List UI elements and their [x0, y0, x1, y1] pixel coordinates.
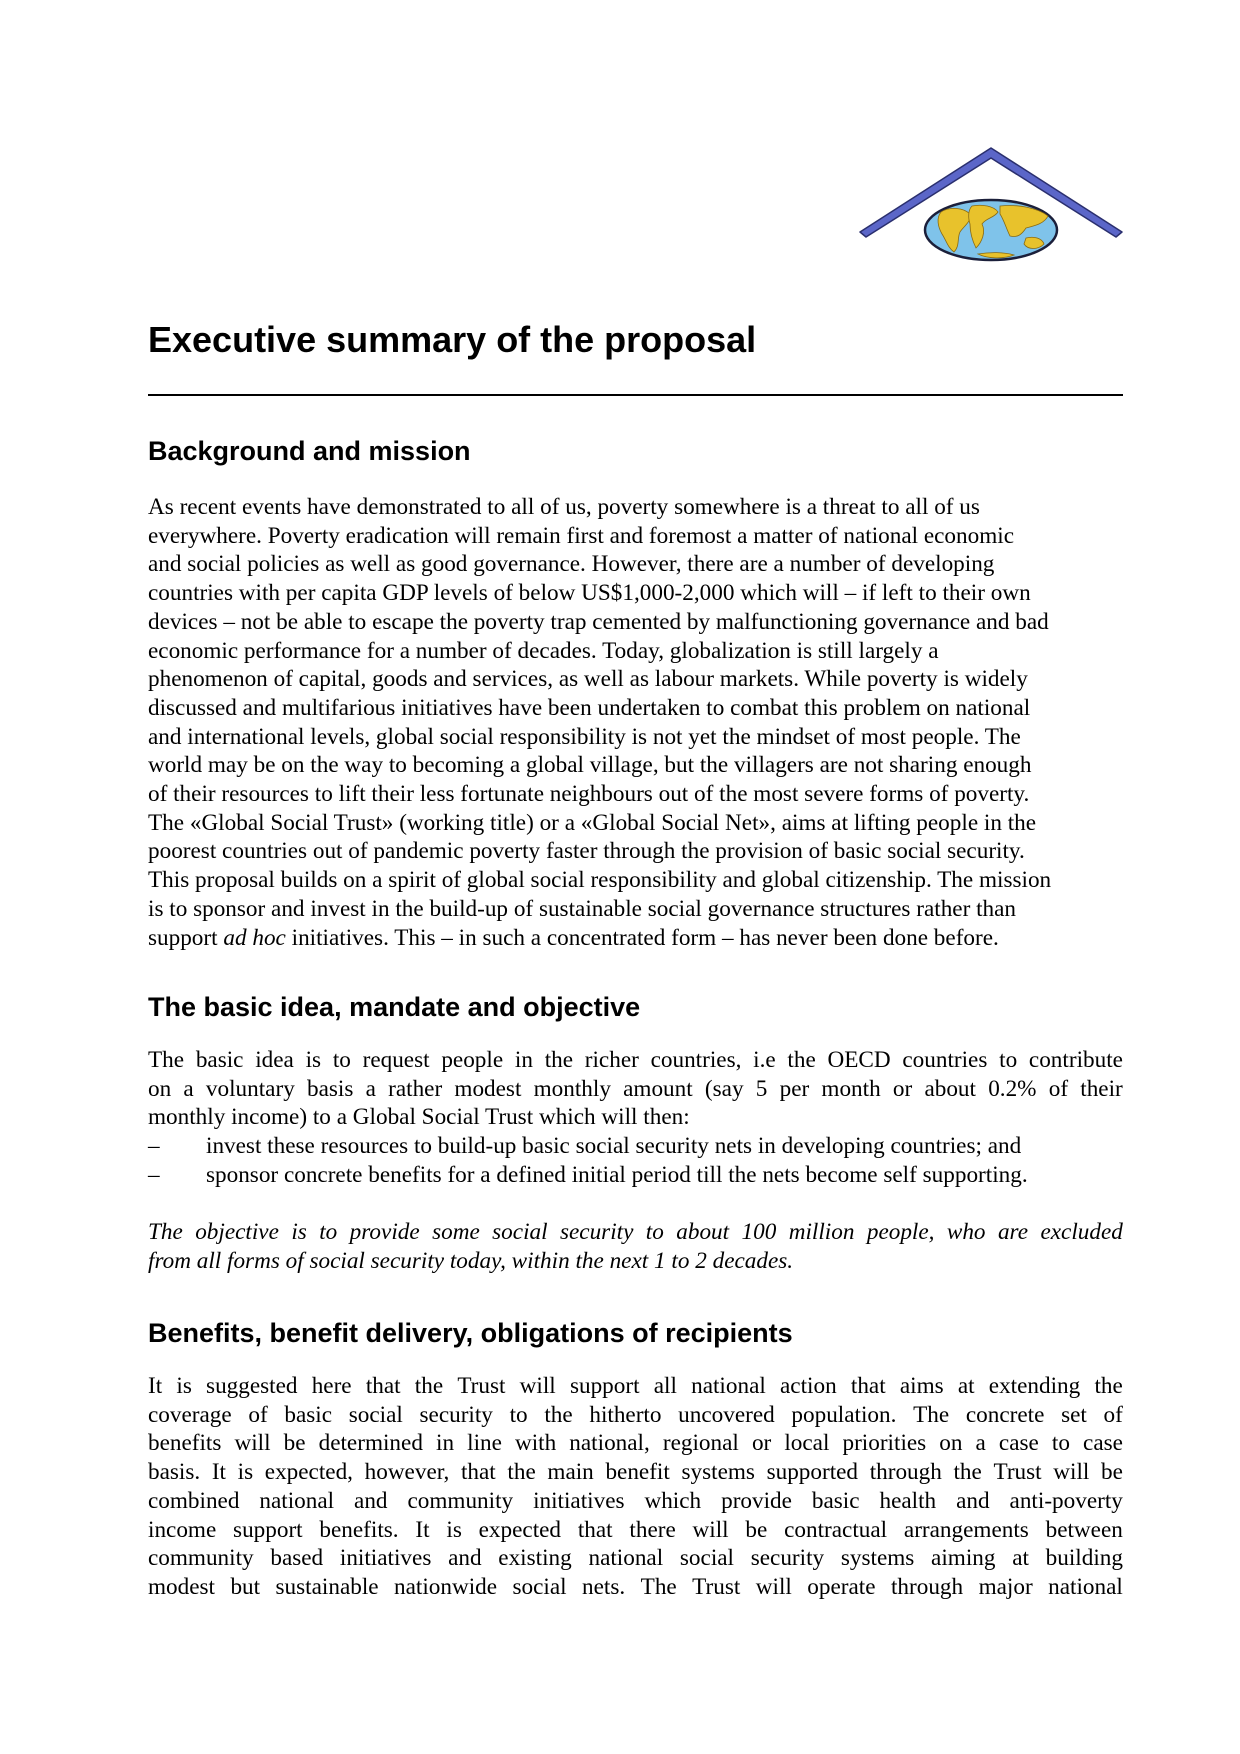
word: expected	[478, 1516, 562, 1543]
word: local	[784, 1430, 830, 1457]
word: case	[1083, 1430, 1123, 1457]
word: social	[512, 1573, 567, 1600]
section-heading-basic-idea: The basic idea, mandate and objective	[148, 992, 641, 1022]
text-line: economic performance for a number of decades. Today, globalization is still largely a	[148, 637, 939, 664]
word: of	[248, 1401, 268, 1428]
word: the	[953, 1459, 982, 1486]
word: will	[755, 1573, 792, 1600]
word: provide	[349, 1219, 420, 1245]
word: excluded	[1040, 1219, 1123, 1245]
word: sustainable	[275, 1573, 379, 1600]
word: at	[1012, 1545, 1029, 1572]
word: benefits	[148, 1430, 222, 1457]
word: case	[998, 1430, 1039, 1457]
word: nets.	[582, 1573, 626, 1600]
text-line	[148, 1516, 1123, 1545]
bullet-dash: –	[148, 1133, 160, 1159]
text-line	[148, 1401, 1123, 1430]
word: anti-poverty	[1009, 1487, 1123, 1514]
word: but	[230, 1573, 261, 1600]
word: be	[745, 1516, 768, 1543]
word: about	[676, 1219, 730, 1245]
word: idea	[255, 1047, 294, 1073]
globe-icon	[925, 200, 1057, 260]
word: suggested	[206, 1373, 298, 1399]
bullet-text: sponsor concrete benefits for a defined initial period till the nets become self supporting.	[206, 1162, 1028, 1188]
section-heading-benefits: Benefits, benefit delivery, obligations of recipients	[148, 1318, 793, 1348]
word: nationwide	[394, 1573, 498, 1600]
text-line	[148, 1573, 1123, 1602]
word: some	[432, 1219, 480, 1245]
word: support	[569, 1373, 640, 1399]
word: of	[1048, 1075, 1069, 1102]
text-line: and social policies as well as good governance. However, there are a number of developing	[148, 551, 995, 578]
word: priorities	[842, 1430, 927, 1457]
word: main	[547, 1459, 594, 1486]
word: basic	[284, 1401, 333, 1428]
word: the	[1094, 1373, 1123, 1399]
basic-idea-paragraph	[148, 1046, 1123, 1132]
word: security	[559, 1219, 634, 1245]
word: national,	[569, 1430, 650, 1457]
word: to	[332, 1047, 351, 1073]
word: to	[319, 1219, 338, 1245]
word: national	[691, 1373, 766, 1399]
word: expected,	[264, 1459, 353, 1486]
word: initiatives	[339, 1545, 432, 1572]
word: The	[913, 1401, 950, 1428]
word: benefits.	[319, 1516, 399, 1543]
word: countries	[902, 1047, 988, 1073]
word: building	[1045, 1545, 1123, 1572]
word: basis.	[148, 1459, 201, 1486]
word: extending	[988, 1373, 1081, 1399]
word: action	[780, 1373, 837, 1399]
word: their	[1080, 1075, 1123, 1102]
word: It	[148, 1373, 163, 1399]
text-line: phenomenon of capital, goods and services, as well as labour markets. While poverty is widely	[148, 666, 1028, 693]
word: about	[924, 1075, 976, 1102]
word: community	[148, 1545, 254, 1572]
word: in	[514, 1047, 533, 1073]
text-line: poorest countries out of pandemic poverty faster through the provision of basic social security.	[148, 838, 1025, 865]
word: It	[211, 1459, 226, 1486]
word: the	[507, 1459, 536, 1486]
word: be	[1101, 1459, 1123, 1486]
word: is	[446, 1516, 462, 1543]
word: to	[999, 1047, 1018, 1073]
word: operate	[807, 1573, 876, 1600]
word: income	[148, 1516, 217, 1543]
bullet-dash: –	[148, 1162, 160, 1188]
word: systems	[840, 1545, 915, 1572]
text-line	[148, 1429, 1123, 1458]
text-line	[148, 1487, 1123, 1516]
word: is	[305, 1047, 322, 1073]
word: request	[362, 1047, 430, 1073]
word: contractual	[784, 1516, 888, 1543]
word: hitherto	[589, 1401, 662, 1428]
word: a	[975, 1430, 986, 1457]
word: national	[259, 1487, 335, 1514]
word: aiming	[931, 1545, 996, 1572]
word: people	[441, 1047, 504, 1073]
word: i.e	[753, 1047, 776, 1073]
word: The	[148, 1219, 183, 1245]
word: voluntary	[205, 1075, 295, 1102]
word: to	[1051, 1430, 1070, 1457]
word: determined	[318, 1430, 423, 1457]
text-line	[148, 1218, 1123, 1247]
word: the	[544, 1047, 574, 1073]
text-line	[148, 1458, 1123, 1487]
text-line	[148, 1046, 1123, 1075]
word: national	[588, 1545, 664, 1572]
word: combined	[148, 1487, 240, 1514]
word: per	[779, 1075, 810, 1102]
word: basis	[307, 1075, 354, 1102]
word: will	[1053, 1459, 1090, 1486]
benefits-paragraph	[148, 1372, 1123, 1602]
word: that	[460, 1459, 496, 1486]
word: countries,	[650, 1047, 742, 1073]
word: of	[1103, 1401, 1123, 1428]
word: The	[640, 1573, 677, 1600]
word: amount	[623, 1075, 693, 1102]
word: modest	[454, 1075, 522, 1102]
word: will	[234, 1430, 271, 1457]
section-heading-background: Background and mission	[148, 436, 471, 466]
word: social	[679, 1545, 734, 1572]
word: supported	[766, 1459, 859, 1486]
word: initiatives	[533, 1487, 625, 1514]
word: security	[419, 1401, 493, 1428]
word: people,	[866, 1219, 935, 1245]
objective-statement	[148, 1218, 1123, 1275]
word: at	[957, 1373, 975, 1399]
text-line: of their resources to lift their less fortunate neighbours out of the most severe forms of poverty.	[148, 781, 1030, 808]
text-line-last: support ad hoc initiatives. This – in such a concentrated form – has never been done before.	[148, 924, 999, 951]
word: line	[467, 1430, 502, 1457]
word: to	[509, 1401, 528, 1428]
word: in	[436, 1430, 455, 1457]
word: all	[653, 1373, 677, 1399]
word: Trust	[692, 1573, 741, 1600]
word: are	[997, 1219, 1029, 1245]
word: between	[1045, 1516, 1123, 1543]
word: there	[629, 1516, 676, 1543]
word: be	[283, 1430, 306, 1457]
text-line: The «Global Social Trust» (working title) or a «Global Social Net», aims at lifting people in the	[148, 809, 1037, 836]
word: and	[448, 1545, 482, 1572]
word: the	[414, 1373, 444, 1399]
background-paragraph	[148, 493, 1123, 952]
word: social	[348, 1401, 403, 1428]
word: social	[492, 1219, 548, 1245]
word: uncovered	[678, 1401, 775, 1428]
word: population.	[791, 1401, 897, 1428]
word: national	[1048, 1573, 1123, 1600]
word: to	[645, 1219, 664, 1245]
word: contribute	[1028, 1047, 1123, 1073]
word: 0.2%	[988, 1075, 1037, 1102]
word: however,	[364, 1459, 450, 1486]
text-line: As recent events have demonstrated to all of us, poverty somewhere is a threat to all of us	[148, 494, 980, 520]
word: support	[233, 1516, 303, 1543]
text-line: countries with per capita GDP levels of below US$1,000-2,000 which will – if left to their own	[148, 580, 1031, 607]
word: who	[946, 1219, 986, 1245]
text-line: This proposal builds on a spirit of global social responsibility and global citizenship. The mission	[148, 867, 1052, 894]
word: is	[291, 1219, 307, 1245]
text-line: monthly income) to a Global Social Trust which will then:	[148, 1104, 690, 1131]
title-divider	[148, 394, 1123, 396]
word: benefit	[605, 1459, 670, 1486]
word: will	[692, 1516, 729, 1543]
word: or	[751, 1430, 772, 1457]
word: set	[1061, 1401, 1087, 1428]
text-line: devices – not be able to escape the poverty trap cemented by malfunctioning governance and bad	[148, 608, 1049, 635]
word: on	[939, 1430, 963, 1457]
word: is	[176, 1373, 192, 1399]
word: systems	[681, 1459, 755, 1486]
word: Trust	[457, 1373, 506, 1399]
text-line	[148, 1372, 1123, 1401]
word: a	[365, 1075, 376, 1102]
text-line: is to sponsor and invest in the build-up of sustainable social governance structures rather than	[148, 895, 1017, 922]
word: through	[890, 1573, 964, 1600]
word: The	[148, 1047, 185, 1073]
bullet-text: invest these resources to build-up basic social security nets in developing countries; and	[206, 1133, 1022, 1159]
word: modest	[148, 1573, 215, 1600]
word: health	[879, 1487, 937, 1514]
word: regional	[662, 1430, 739, 1457]
word: which	[644, 1487, 702, 1514]
word: the	[544, 1401, 573, 1428]
word: existing	[498, 1545, 572, 1572]
word: community	[407, 1487, 514, 1514]
ad-hoc-emphasis: ad hoc	[223, 924, 286, 951]
word: on	[148, 1075, 172, 1102]
word: here	[311, 1373, 352, 1399]
word: concrete	[965, 1401, 1045, 1428]
word: will	[519, 1373, 556, 1399]
word: million	[788, 1219, 855, 1245]
word: with	[514, 1430, 557, 1457]
word: is	[237, 1459, 254, 1486]
globe-roof-logo	[858, 142, 1126, 266]
word: objective	[195, 1219, 279, 1245]
word: It	[415, 1516, 430, 1543]
word: 100	[741, 1219, 777, 1245]
word: and	[956, 1487, 990, 1514]
word: Trust	[993, 1459, 1042, 1486]
text-line: everywhere. Poverty eradication will remain first and foremost a matter of national economic	[148, 522, 1014, 549]
word: that	[850, 1373, 886, 1399]
word: arrangements	[903, 1516, 1029, 1543]
word: or	[892, 1075, 913, 1102]
word: basic	[195, 1047, 244, 1073]
word: month	[821, 1075, 881, 1102]
word: rather	[388, 1075, 443, 1102]
word: monthly	[533, 1075, 611, 1102]
word: basic	[811, 1487, 860, 1514]
word: 5	[755, 1075, 768, 1102]
text-line: discussed and multifarious initiatives have been undertaken to combat this problem on national	[148, 694, 1031, 721]
word: that	[577, 1516, 613, 1543]
word: aims	[899, 1373, 944, 1399]
word: (say	[704, 1075, 744, 1102]
word: security	[750, 1545, 825, 1572]
word: that	[365, 1373, 401, 1399]
word: OECD	[827, 1047, 891, 1073]
text-line: from all forms of social security today, within the next 1 to 2 decades.	[148, 1247, 794, 1274]
page-title: Executive summary of the proposal	[148, 319, 757, 360]
word: based	[270, 1545, 324, 1572]
text-line	[148, 1075, 1123, 1104]
word: the	[787, 1047, 816, 1073]
word: through	[869, 1459, 942, 1486]
word: and	[354, 1487, 388, 1514]
text-line: and international levels, global social responsibility is not yet the mindset of most people. The	[148, 723, 1021, 750]
word: major	[978, 1573, 1033, 1600]
word: provide	[721, 1487, 792, 1514]
word: richer	[584, 1047, 639, 1073]
word: coverage	[148, 1401, 232, 1428]
text-line: world may be on the way to becoming a global village, but the villagers are not sharing enough	[148, 752, 1032, 779]
word: a	[183, 1075, 194, 1102]
text-line	[148, 1544, 1123, 1573]
